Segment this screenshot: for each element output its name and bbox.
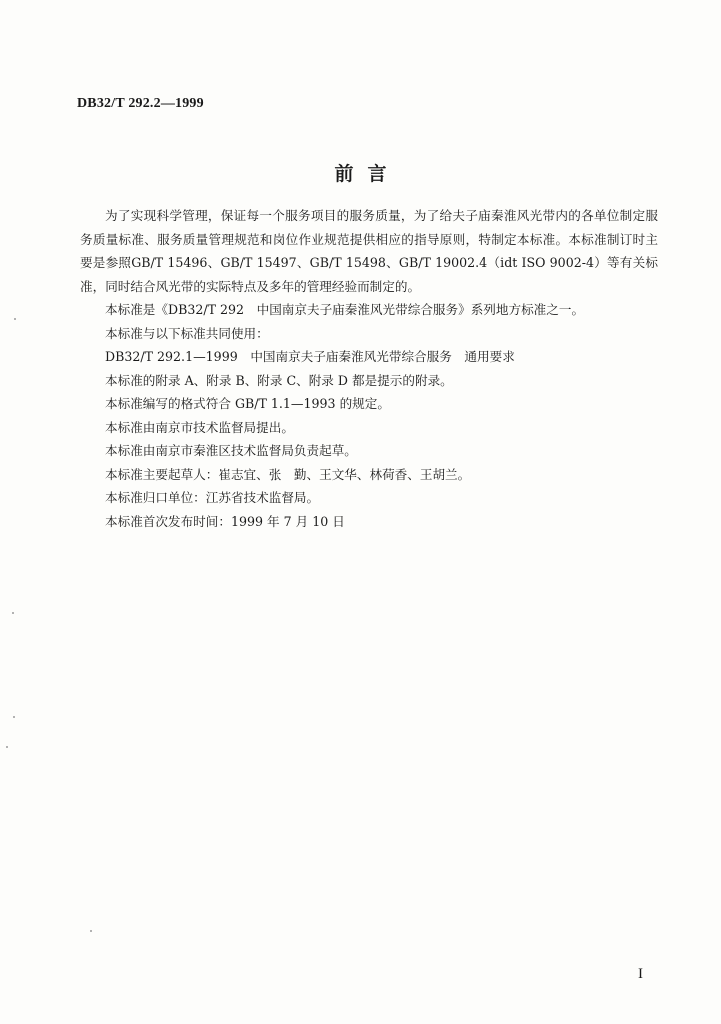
foreword-line-appendices: 本标准的附录 A、附录 B、附录 C、附录 D 都是提示的附录。 <box>105 372 453 388</box>
foreword-body <box>80 204 658 533</box>
scan-speck <box>6 746 8 748</box>
foreword-line-drafters: 本标准主要起草人：崔志宜、张 勤、王文华、林荷香、王胡兰。 <box>105 466 471 482</box>
page-title: 前言 <box>334 163 401 185</box>
foreword-line-format: 本标准编写的格式符合 GB/T 1.1—1993 的规定。 <box>105 396 390 411</box>
scan-speck <box>90 930 92 932</box>
scan-speck <box>14 318 16 320</box>
foreword-line-series: 本标准是《DB32/T 292 中国南京夫子庙秦淮风光带综合服务》系列地方标准之一。 <box>105 302 585 317</box>
foreword-line-drafter-org: 本标准由南京市秦淮区技术监督局负责起草。 <box>105 443 357 458</box>
foreword-line-proposer: 本标准由南京市技术监督局提出。 <box>105 419 294 435</box>
foreword-line-release-date: 本标准首次发布时间：1999 年 7 月 10 日 <box>105 513 345 529</box>
foreword-line-responsible-unit: 本标准归口单位：江苏省技术监督局。 <box>105 490 320 505</box>
foreword-line-companion-standard: DB32/T 292.1—1999 中国南京夫子庙秦淮风光带综合服务 通用要求 <box>105 349 515 364</box>
scan-speck <box>13 716 15 718</box>
page-number: I <box>638 966 643 982</box>
foreword-paragraph: 为了实现科学管理，保证每一个服务项目的服务质量，为了给夫子庙秦淮风光带内的各单位制定服务质量标准、服务质量管理规范和岗位作业规范提供相应的指导原则，特制定本标准。本标准制订时主要是参照GB/T 15496、GB/T 15497、GB/T 15498、GB/T 19002.4（idt ISO 9002-4）等有关标准，同时结合风光带的实际特点及多年的管理经验而制定的。 <box>80 208 658 294</box>
scan-speck <box>12 612 14 614</box>
foreword-line-companion-intro: 本标准与以下标准共同使用： <box>105 325 269 341</box>
document-code: DB32/T 292.2—1999 <box>77 96 204 111</box>
